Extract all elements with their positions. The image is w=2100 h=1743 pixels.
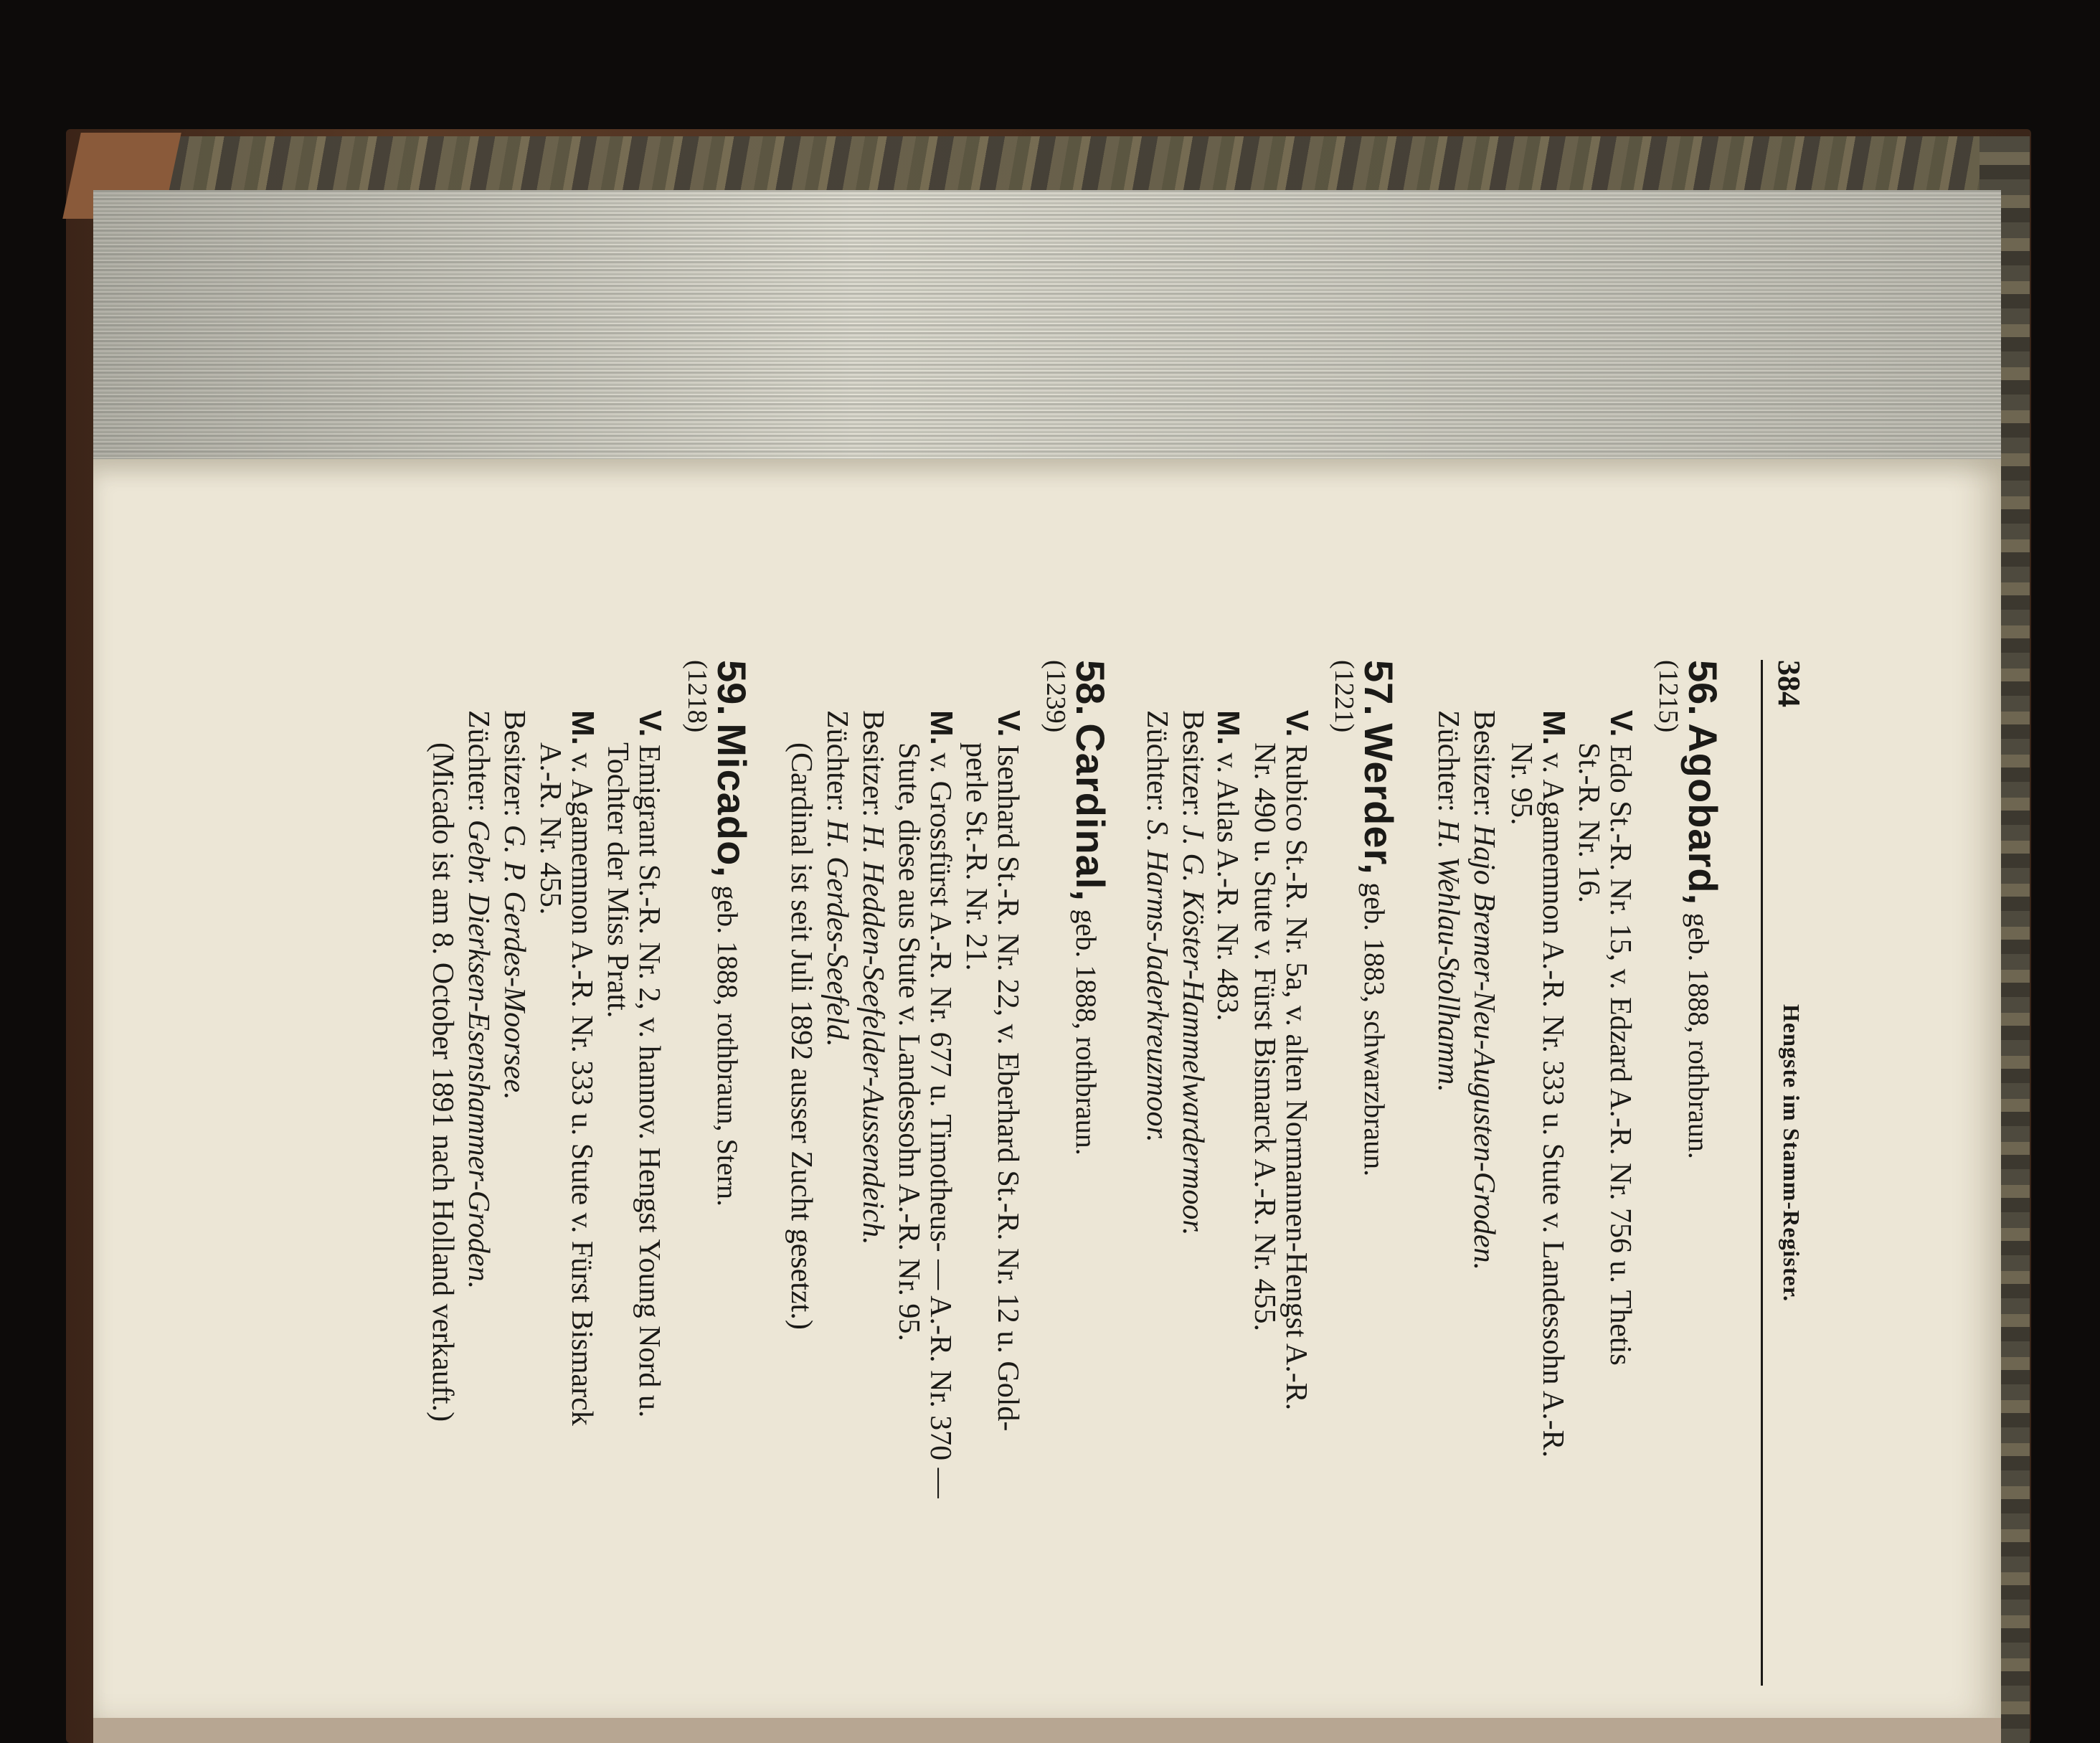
- sire-line-cont: Nr. 490 u. Stute v. Fürst Bismarck A.-R. Nr. 455.: [1248, 742, 1281, 1331]
- entry-number: 57.: [1356, 660, 1401, 716]
- owner-label: Besitzer:: [1176, 710, 1209, 818]
- entry-heading: [1358, 660, 1399, 1176]
- entry-heading: [709, 660, 755, 1207]
- entry-description: geb. 1888, rothbraun.: [1070, 909, 1102, 1156]
- owner-line: [1178, 710, 1208, 1236]
- breeder-label: Züchter:: [820, 710, 853, 813]
- register-number: (1218): [682, 660, 712, 733]
- owner-name: G. P. Gerdes-Moorsee.: [498, 824, 531, 1100]
- dam-line: [1212, 710, 1244, 1021]
- sire-text: Edo St.-R. Nr. 15, v. Edzard A.-R. Nr. 756 u. Thetis: [1604, 745, 1637, 1366]
- owner-line: [858, 710, 888, 1245]
- sire-label: V.: [633, 710, 668, 737]
- owner-label: Besitzer:: [856, 710, 889, 818]
- sire-label: V.: [991, 710, 1026, 737]
- dam-line: [567, 710, 598, 1426]
- entry-number: 58.: [1068, 660, 1113, 716]
- sire-label: V.: [1280, 710, 1315, 737]
- register-number: (1221): [1329, 660, 1359, 733]
- entry-description: geb. 1888, rothbraun.: [1683, 912, 1715, 1159]
- entry-name: Micado,: [709, 723, 755, 878]
- breeder-line: [1433, 710, 1463, 1092]
- breeder-name: S. Harms-Jaderkreuzmoor.: [1140, 819, 1173, 1143]
- marbled-board: [100, 136, 2023, 194]
- breeder-label: Züchter:: [1140, 710, 1173, 813]
- entry-name: Cardinal,: [1068, 723, 1113, 902]
- owner-line: [499, 710, 529, 1100]
- page-bottom-edge: [93, 1718, 2001, 1743]
- register-number: (1239): [1041, 660, 1071, 733]
- sire-line-cont: Tochter der Miss Pratt.: [601, 742, 634, 1019]
- dam-line: [1538, 710, 1569, 1458]
- entry-note: (Cardinal ist seit Juli 1892 ausser Zucht gesetzt.): [785, 742, 818, 1330]
- dam-label: M.: [1536, 710, 1571, 745]
- entry-note: (Micado ist am 8. October 1891 nach Holland verkauft.): [426, 742, 459, 1422]
- sire-line: [634, 710, 666, 1417]
- breeder-name: Gebr. Dierksen-Esenshammer-Groden.: [462, 819, 495, 1290]
- page-text: [366, 660, 1807, 1686]
- breeder-name: H. Wehlau-Stollhamm.: [1432, 819, 1465, 1092]
- dam-text: v. Grossfürst A.-R. Nr. 677 u. Timotheus- — A.-R. Nr. 370 —: [924, 752, 957, 1498]
- entry-name: Agobard,: [1680, 723, 1726, 906]
- breeder-label: Züchter:: [462, 710, 495, 813]
- sire-text: Emigrant St.-R. Nr. 2, v. hannov. Hengst Young Nord u.: [633, 745, 666, 1418]
- breeder-line: [463, 710, 493, 1289]
- sire-line: [1280, 710, 1315, 1411]
- breeder-line: [1142, 710, 1172, 1143]
- running-title: Hengste im Stamm-Register.: [1779, 1004, 1805, 1302]
- breeder-name: H. Gerdes-Seefeld.: [820, 819, 853, 1047]
- owner-name: H. Hedden-Seefelder-Aussendeich.: [856, 824, 889, 1245]
- owner-line: [1469, 710, 1499, 1270]
- entry-description: geb. 1883, schwarzbraun.: [1358, 882, 1391, 1177]
- entry-name: Werder,: [1356, 723, 1401, 875]
- dam-label: M.: [924, 710, 959, 745]
- dam-line-cont: A.-R. Nr. 455.: [534, 742, 567, 915]
- dam-label: M.: [565, 710, 600, 745]
- owner-label: Besitzer:: [498, 710, 531, 818]
- dam-line-cont: Nr. 95.: [1505, 742, 1538, 826]
- dam-label: M.: [1211, 710, 1246, 745]
- entry-number: 59.: [709, 660, 755, 716]
- dam-line-cont: Stute, diese aus Stute v. Landessohn A.-R. Nr. 95.: [892, 742, 925, 1341]
- entry-number: 56.: [1680, 660, 1726, 716]
- register-number: (1215): [1653, 660, 1683, 733]
- owner-name: J. G. Köster-Hammelwardermoor.: [1176, 824, 1209, 1236]
- header-rule: [1761, 660, 1763, 1686]
- owner-name: Hajo Bremer-Neu-Augusten-Groden.: [1467, 824, 1500, 1271]
- page-stack-shade: [93, 190, 2001, 499]
- entry-description: geb. 1888, rothbraun, Stern.: [711, 885, 744, 1207]
- sire-text: Isenhard St.-R. Nr. 22, v. Eberhard St.-R. Nr. 12 u. Gold-: [991, 745, 1024, 1432]
- dam-text: v. Atlas A.-R. Nr. 483.: [1211, 752, 1244, 1021]
- sire-label: V.: [1604, 710, 1639, 737]
- sire-line: [1605, 710, 1637, 1366]
- entry-heading: [1680, 660, 1726, 1159]
- dam-text: v. Agamemnon A.-R. Nr. 333 u. Stute v. Fürst Bismarck: [565, 752, 598, 1426]
- owner-label: Besitzer:: [1467, 710, 1500, 818]
- dam-line: [925, 710, 957, 1498]
- sire-line: [993, 710, 1024, 1431]
- sire-text: Rubico St.-R. Nr. 5a, v. alten Normannen-Hengst A.-R.: [1280, 745, 1312, 1411]
- sire-line-cont: St.-R. Nr. 16.: [1572, 742, 1605, 904]
- page-number: 384: [1772, 660, 1807, 707]
- entry-heading: [1068, 660, 1113, 1156]
- breeder-label: Züchter:: [1432, 710, 1465, 813]
- sire-line-cont: perle St.-R. Nr. 21.: [960, 742, 993, 971]
- dam-text: v. Agamemnon A.-R. Nr. 333 u. Stute v. Landessohn A.-R.: [1536, 752, 1569, 1458]
- breeder-line: [822, 710, 852, 1047]
